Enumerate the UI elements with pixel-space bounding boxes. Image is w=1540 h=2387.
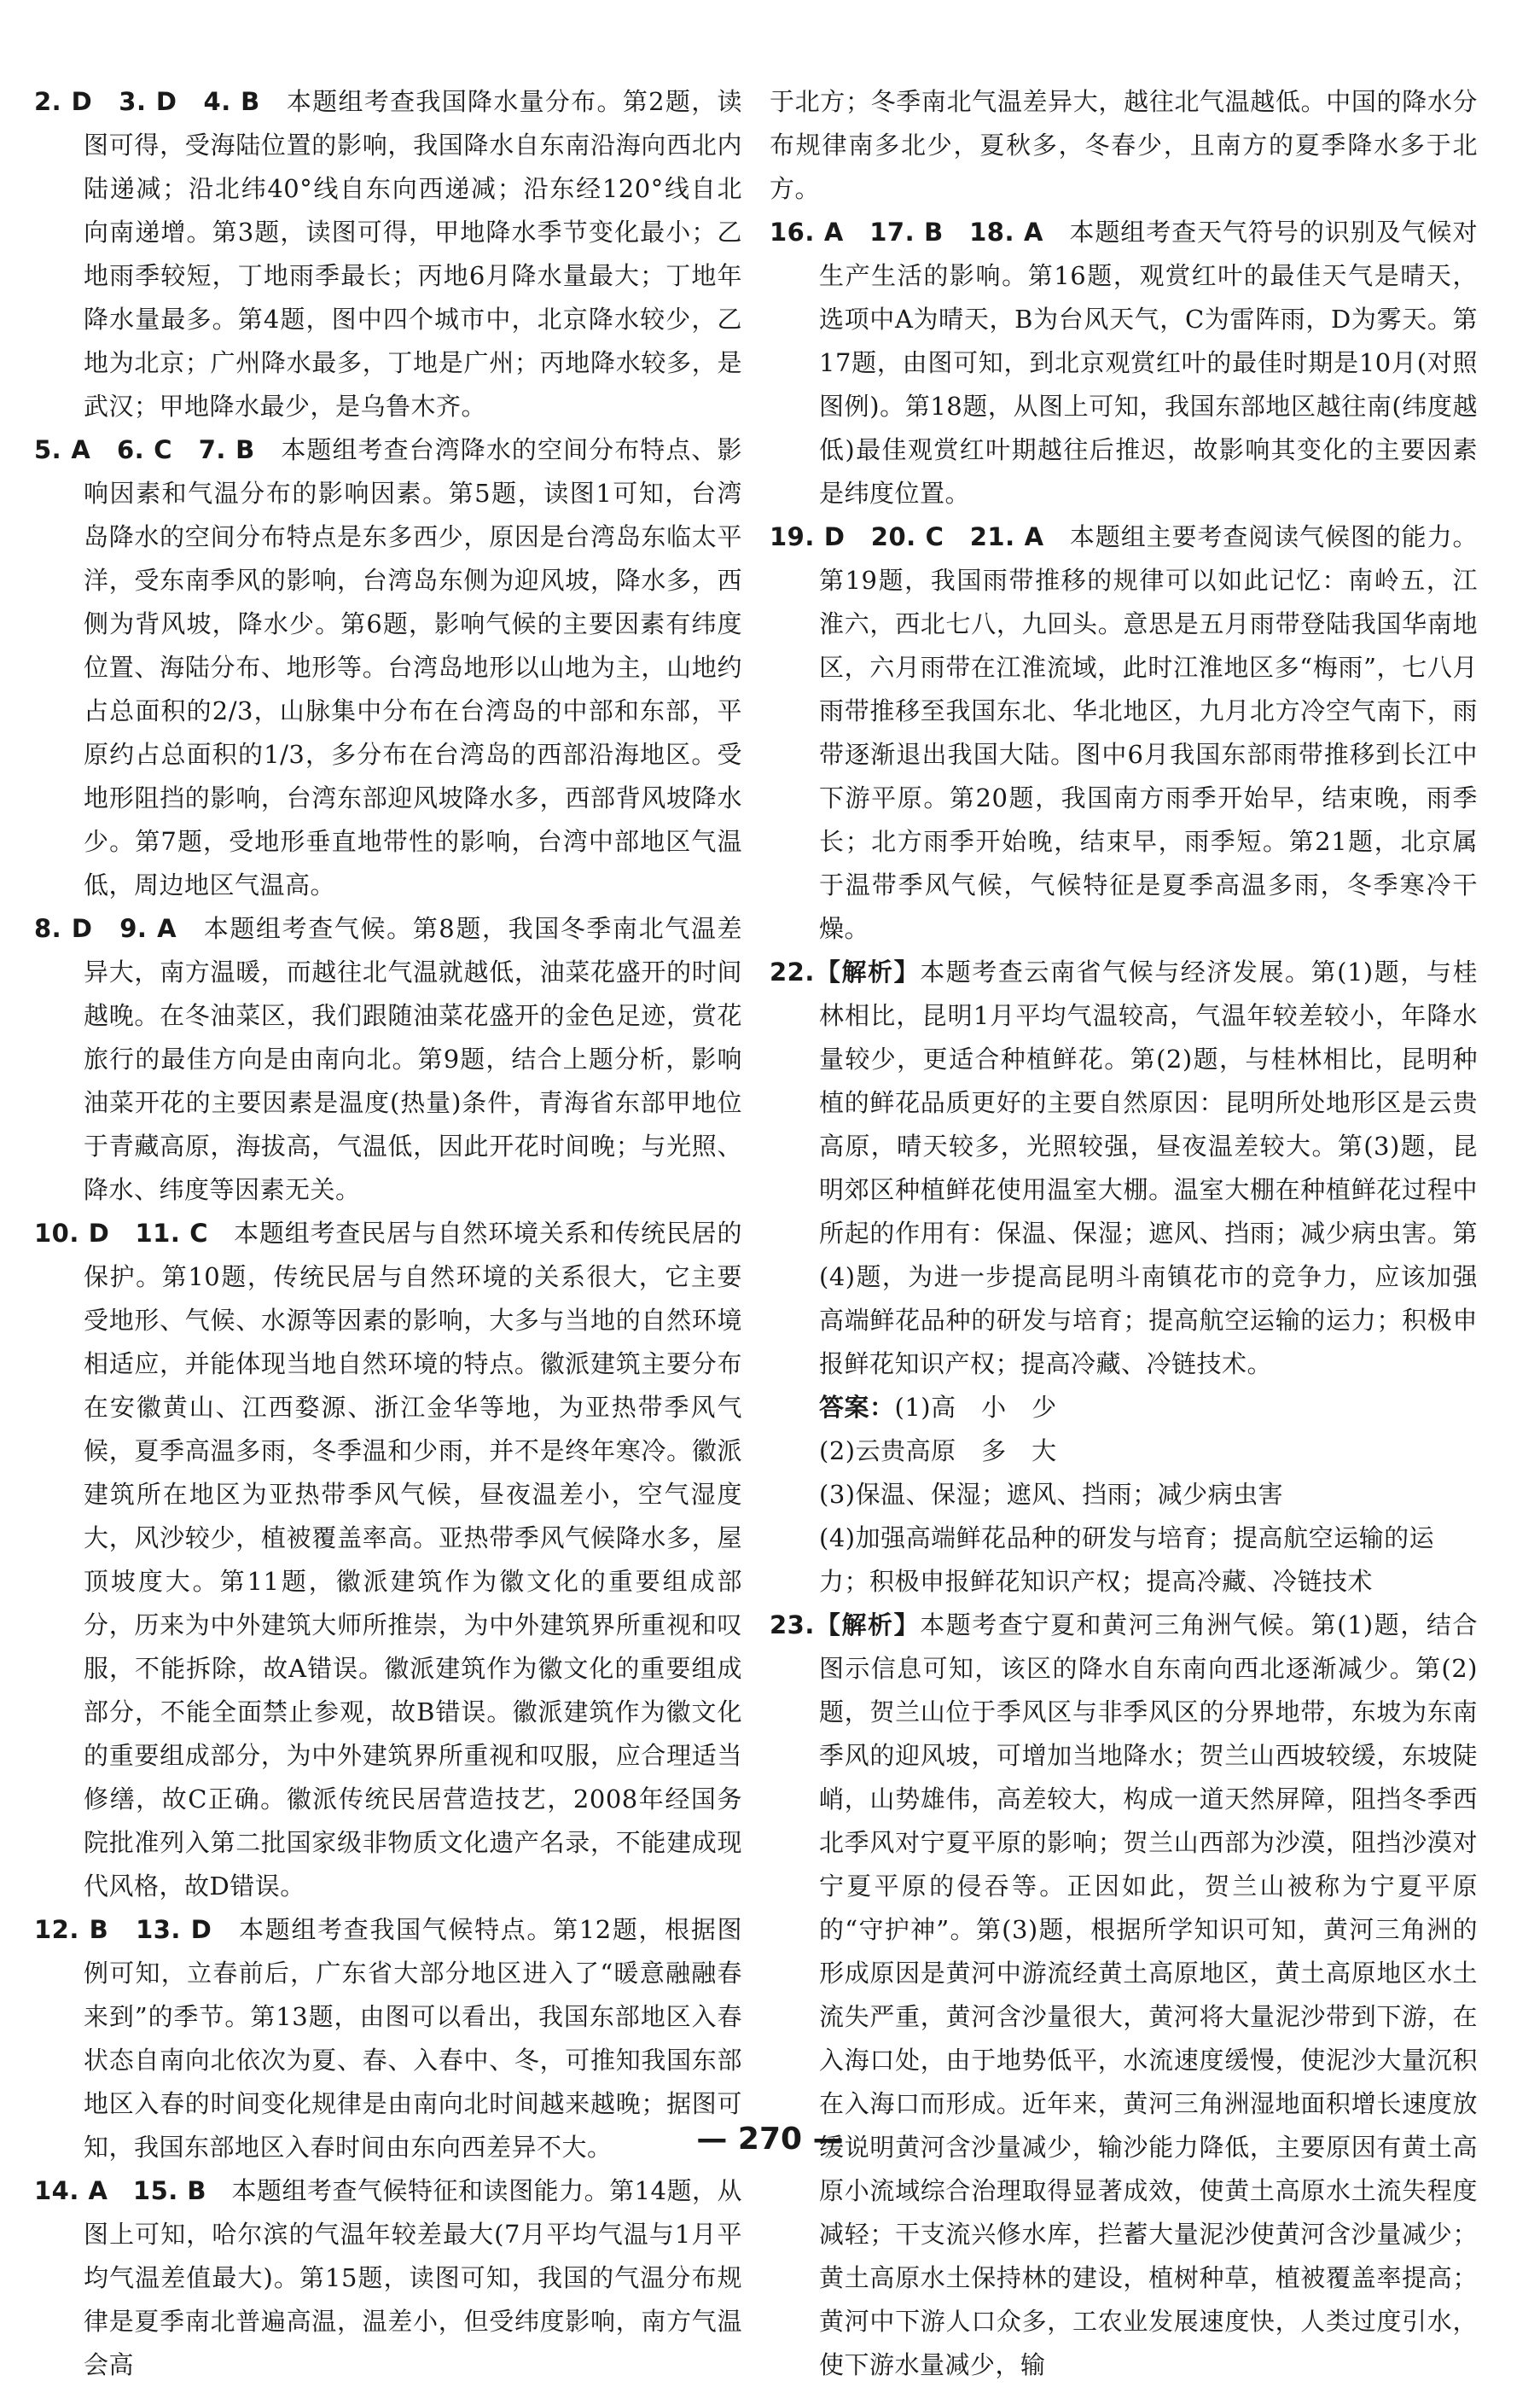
question-numbers: 10. D 11. C (34, 1219, 209, 1248)
question-numbers: 2. D 3. D 4. B (34, 87, 260, 116)
question-numbers: 19. D 20. C 21. A (770, 522, 1044, 551)
explanation-text: 本题组考查天气符号的识别及气候对生产生活的影响。第16题，观赏红叶的最佳天气是晴天，选项中A为晴天，B为台风天气，C为雷阵雨，D为雾天。第17题，由图可知，到北京观赏红叶的最佳时期是10月(对照图例)。第18题，从图上可知，我国东部地区越往南(纬度越低)最佳观赏红叶期越往后推迟，故影响其变化的主要因素是纬度位置。 (819, 218, 1478, 508)
question-numbers: 23.【解析】 (770, 1610, 921, 1639)
left-column (34, 80, 742, 2387)
answer-line: (4)加强高端鲜花品种的研发与培育；提高航空运输的运力；积极申报鲜花知识产权；提高冷藏、冷链技术 (819, 1523, 1435, 1596)
answer-label: 答案： (819, 1393, 895, 1422)
answer-entry (770, 951, 1478, 1386)
explanation-text: 本题组考查气候特征和读图能力。第14题，从图上可知，哈尔滨的气温年较差最大(7月平均气温与1月平均气温差值最大)。第15题，读图可知，我国的气温分布规律是夏季南北普遍高温，温差小，但受纬度影响，南方气温会高 (84, 2176, 742, 2379)
answer-line: (3)保温、保湿；遮风、挡雨；减少病虫害 (819, 1480, 1284, 1509)
answer-entry (34, 907, 742, 1212)
question-numbers: 22.【解析】 (770, 958, 921, 987)
answer-entry (34, 428, 742, 907)
answer-entry (34, 80, 742, 428)
right-column (770, 80, 1478, 2387)
explanation-text: 本题组考查台湾降水的空间分布特点、影响因素和气温分布的影响因素。第5题，读图1可知，台湾岛降水的空间分布特点是东多西少，原因是台湾岛东临太平洋，受东南季风的影响，台湾岛东侧为迎风坡，降水多，西侧为背风坡，降水少。第6题，影响气候的主要因素有纬度位置、海陆分布、地形等。台湾岛地形以山地为主，山地约占总面积的2/3，山脉集中分布在台湾岛的中部和东部，平原约占总面积的1/3，多分布在台湾岛的西部沿海地区。受地形阻挡的影响，台湾东部迎风坡降水多，西部背风坡降水少。第7题，受地形垂直地带性的影响，台湾中部地区气温低，周边地区气温高。 (84, 435, 742, 899)
question-numbers: 8. D 9. A (34, 914, 177, 943)
explanation-text: 本题组考查我国降水量分布。第2题，读图可得，受海陆位置的影响，我国降水自东南沿海向西北内陆递减；沿北纬40°线自东向西递减；沿东经120°线自北向南递增。第3题，读图可得，甲地降水季节变化最小；乙地雨季较短，丁地雨季最长；丙地6月降水量最大；丁地年降水量最多。第4题，图中四个城市中，北京降水较少，乙地为北京；广州降水最多，丁地是广州；丙地降水较多，是武汉；甲地降水最少，是乌鲁木齐。 (84, 87, 743, 421)
explanation-text: 本题组考查气候。第8题，我国冬季南北气温差异大，南方温暖，而越往北气温就越低，油菜花盛开的时间越晚。在冬油菜区，我们跟随油菜花盛开的金色足迹，赏花旅行的最佳方向是由南向北。第9题，结合上题分析，影响油菜开花的主要因素是温度(热量)条件，青海省东部甲地位于青藏高原，海拔高，气温低，因此开花时间晚；与光照、降水、纬度等因素无关。 (84, 914, 742, 1204)
explanation-text: 本题组考查我国气候特点。第12题，根据图例可知，立春前后，广东省大部分地区进入了“暖意融融春来到”的季节。第13题，由图可以看出，我国东部地区入春状态自南向北依次为夏、春、入春中、冬，可推知我国东部地区入春的时间变化规律是由南向北时间越来越晚；据图可知，我国东部地区入春时间由东向西差异不大。 (84, 1915, 742, 2162)
answer-entry (770, 515, 1478, 951)
answer-entry (34, 1212, 742, 1908)
explanation-text: 本题考查云南省气候与经济发展。第(1)题，与桂林相比，昆明1月平均气温较高，气温年较差较小，年降水量较少，更适合种植鲜花。第(2)题，与桂林相比，昆明种植的鲜花品质更好的主要自然原因：昆明所处地形区是云贵高原，晴天较多，光照较强，昼夜温差较大。第(3)题，昆明郊区种植鲜花使用温室大棚。温室大棚在种植鲜花过程中所起的作用有：保温、保湿；遮风、挡雨；减少病虫害。第(4)题，为进一步提高昆明斗南镇花市的竞争力，应该加强高端鲜花品种的研发与培育；提高航空运输的运力；积极申报鲜花知识产权；提高冷藏、冷链技术。 (819, 958, 1478, 1378)
answer-entry (770, 211, 1478, 515)
answer-entry (34, 2169, 742, 2387)
continued-text: 于北方；冬季南北气温差异大，越往北气温越低。中国的降水分布规律南多北少，夏秋多，冬春少，且南方的夏季降水多于北方。 (770, 87, 1478, 203)
explanation-text: 本题组考查民居与自然环境关系和传统民居的保护。第10题，传统民居与自然环境的关系很大，它主要受地形、气候、水源等因素的影响，大多与当地的自然环境相适应，并能体现当地自然环境的特点。徽派建筑主要分布在安徽黄山、江西婺源、浙江金华等地，为亚热带季风气候，夏季高温多雨，冬季温和少雨，并不是终年寒冷。徽派建筑所在地区为亚热带季风气候，昼夜温差小，空气湿度大，风沙较少，植被覆盖率高。亚热带季风气候降水多，屋顶坡度大。第11题，徽派建筑作为徽文化的重要组成部分，历来为中外建筑大师所推崇，为中外建筑界所重视和叹服，不能拆除，故A错误。徽派建筑作为徽文化的重要组成部分，不能全面禁止参观，故B错误。徽派建筑作为徽文化的重要组成部分，为中外建筑界所重视和叹服，应合理适当修缮，故C正确。徽派传统民居营造技艺，2008年经国务院批准列入第二批国家级非物质文化遗产名录，不能建成现代风格，故D错误。 (84, 1219, 742, 1901)
answer-line: (2)云贵高原 多 大 (819, 1436, 1057, 1465)
answer-entry (770, 1604, 1478, 2387)
explanation-text: 本题考查宁夏和黄河三角洲气候。第(1)题，结合图示信息可知，该区的降水自东南向西北逐渐减少。第(2)题，贺兰山位于季风区与非季风区的分界地带，东坡为东南季风的迎风坡，可增加当地降水；贺兰山西坡较缓，东坡陡峭，山势雄伟，高差较大，构成一道天然屏障，阻挡冬季西北季风对宁夏平原的影响；贺兰山西部为沙漠，阻挡沙漠对宁夏平原的侵吞等。正因如此，贺兰山被称为宁夏平原的“守护神”。第(3)题，根据所学知识可知，黄河三角洲的形成原因是黄河中游流经黄土高原地区，黄土高原地区水土流失严重，黄河含沙量很大，黄河将大量泥沙带到下游，在入海口处，由于地势低平，水流速度缓慢，使泥沙大量沉积在入海口而形成。近年来，黄河三角洲湿地面积增长速度放缓说明黄河含沙量减少，输沙能力降低，主要原因有黄土高原小流域综合治理取得显著成效，使黄土高原水土流失程度减轻；干支流兴修水库，拦蓄大量泥沙使黄河含沙量减少；黄土高原水土保持林的建设，植树种草，植被覆盖率提高；黄河中下游人口众多，工农业发展速度快，人类过度引水，使下游水量减少，输 (819, 1610, 1478, 2379)
question-numbers: 12. B 13. D (34, 1915, 212, 1944)
answer-header (770, 1386, 1478, 1429)
question-numbers: 14. A 15. B (34, 2176, 207, 2205)
answer-text: (1)高 小 少 (894, 1393, 1057, 1422)
explanation-text: 本题组主要考查阅读气候图的能力。第19题，我国雨带推移的规律可以如此记忆：南岭五，江淮六，西北七八，九回头。意思是五月雨带登陆我国华南地区，六月雨带在江淮流域，此时江淮地区多“梅雨”，七八月雨带推移至我国东北、华北地区，九月北方冷空气南下，雨带逐渐退出我国大陆。图中6月我国东部雨带推移到长江中下游平原。第20题，我国南方雨季开始早，结束晚，雨季长；北方雨季开始晚，结束早，雨季短。第21题，北京属于温带季风气候，气候特征是夏季高温多雨，冬季寒冷干燥。 (819, 522, 1478, 943)
question-numbers: 16. A 17. B 18. A (770, 218, 1043, 247)
question-numbers: 5. A 6. C 7. B (34, 435, 255, 464)
page-number: — 270 — (696, 2122, 844, 2157)
